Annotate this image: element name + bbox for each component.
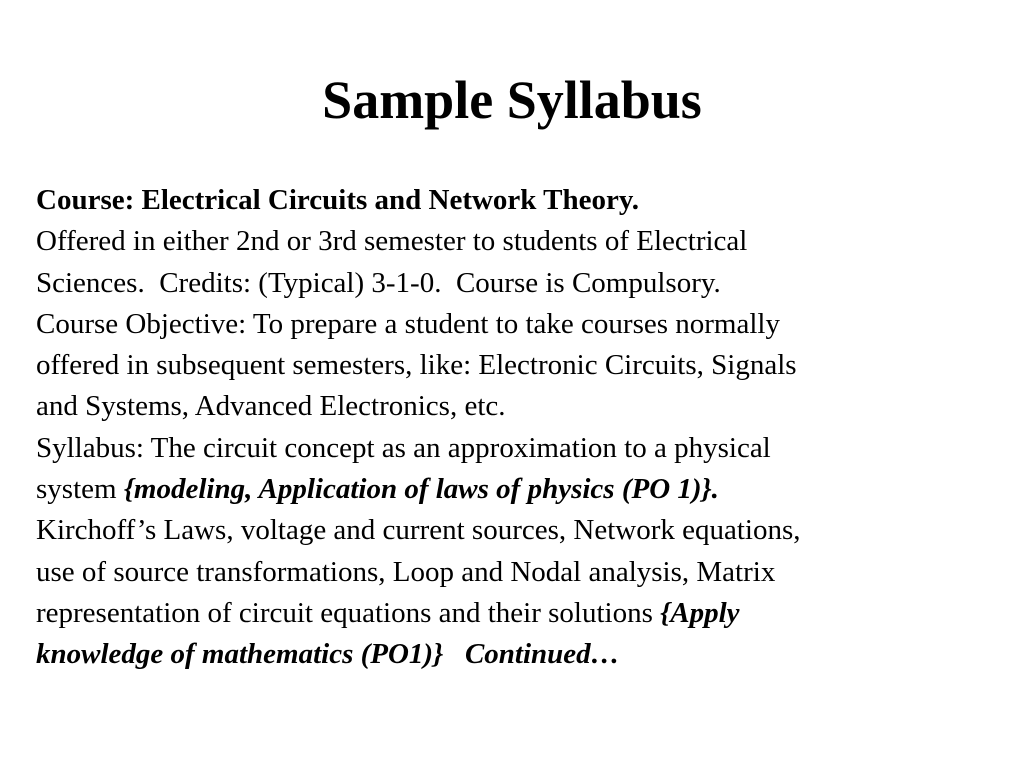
- text-run: Course: Electrical Circuits and Network Theory.: [36, 184, 640, 216]
- emphasis-run: {modeling, Application of laws of physics (PO 1)}.: [123, 473, 719, 506]
- text-run: use of source transformations, Loop and Nodal analysis, Matrix: [36, 555, 776, 588]
- objective-line: [36, 386, 996, 427]
- objective-line: [36, 304, 996, 345]
- course-heading-line: [36, 180, 996, 221]
- text-run: Course Objective: To prepare a student to take courses normally: [36, 307, 780, 340]
- offered-line: [36, 221, 996, 262]
- text-run: Syllabus: The circuit concept as an approximation to a physical: [36, 431, 771, 464]
- emphasis-run: knowledge of mathematics (PO1)} Continued…: [36, 638, 620, 671]
- text-run: Offered in either 2nd or 3rd semester to students of Electrical: [36, 225, 748, 258]
- emphasis-run: {Apply: [660, 596, 740, 629]
- syllabus-line: [36, 552, 996, 593]
- objective-line: [36, 345, 996, 386]
- syllabus-line: [36, 469, 996, 510]
- text-run: representation of circuit equations and their solutions: [36, 596, 661, 629]
- text-run: and Systems, Advanced Electronics, etc.: [36, 390, 506, 423]
- syllabus-line: [36, 634, 996, 675]
- credits-line: [36, 263, 996, 304]
- slide-title: Sample Syllabus: [322, 70, 702, 130]
- syllabus-line: [36, 428, 996, 469]
- text-run: system: [36, 473, 124, 506]
- syllabus-line: [36, 593, 996, 634]
- syllabus-line: [36, 510, 996, 551]
- text-run: Sciences. Credits: (Typical) 3-1-0. Course is Compulsory.: [36, 266, 721, 299]
- text-run: offered in subsequent semesters, like: Electronic Circuits, Signals: [36, 349, 797, 382]
- text-run: Kirchoff’s Laws, voltage and current sources, Network equations,: [36, 514, 801, 547]
- syllabus-body: [36, 180, 996, 676]
